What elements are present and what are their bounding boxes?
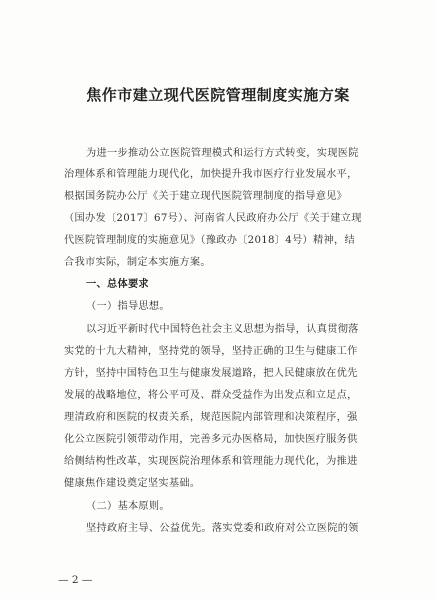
page-number: — 2 — bbox=[58, 574, 93, 586]
paragraph-line: 健康焦作建设奠定坚实基础。 bbox=[64, 478, 201, 489]
paragraph-line: 化公立医院引领带动作用，完善多元办医格局，加快医疗服务供 bbox=[64, 434, 358, 445]
subsection-heading: （一）指导思想。 bbox=[86, 301, 170, 312]
section-heading: 一、总体要求 bbox=[86, 278, 149, 290]
subsection-heading: （二）基本原则。 bbox=[86, 501, 170, 512]
paragraph-line: 代医院管理制度的实施意见》（豫政办〔2018〕4号）精神，结 bbox=[64, 235, 355, 246]
paragraph-line: 理清政府和医院的权责关系，规范医院内部管理和决策程序，强 bbox=[64, 412, 358, 423]
paragraph-line: 为进一步推动公立医院管理模式和运行方式转变，实现医院 bbox=[86, 148, 359, 159]
paragraph-line: 治理体系和管理能力现代化，加快提升我市医疗行业发展水平， bbox=[64, 169, 358, 180]
paragraph-line: 给侧结构性改革，实现医院治理体系和管理能力现代化，为推进 bbox=[64, 456, 358, 467]
paragraph-line: 以习近平新时代中国特色社会主义思想为指导，认真贯彻落 bbox=[86, 324, 359, 335]
paragraph-line: 方针，坚持中国特色卫生与健康发展道路，把人民健康放在优先 bbox=[64, 368, 358, 379]
paragraph-line: 根据国务院办公厅《关于建立现代医院管理制度的指导意见》 bbox=[64, 191, 348, 202]
paragraph-line: 合我市实际，制定本实施方案。 bbox=[64, 257, 211, 268]
paragraph-line: 坚持政府主导、公益优先。落实党委和政府对公立医院的领 bbox=[86, 523, 359, 534]
paragraph-line: （国办发〔2017〕67号）、河南省人民政府办公厅《关于建立现 bbox=[64, 213, 362, 224]
paragraph-line: 发展的战略地位，将公平可及、群众受益作为出发点和立足点， bbox=[64, 390, 358, 401]
paragraph-line: 实党的十九大精神，坚持党的领导，坚持正确的卫生与健康工作 bbox=[64, 346, 358, 357]
document-title: 焦作市建立现代医院管理制度实施方案 bbox=[86, 86, 350, 104]
